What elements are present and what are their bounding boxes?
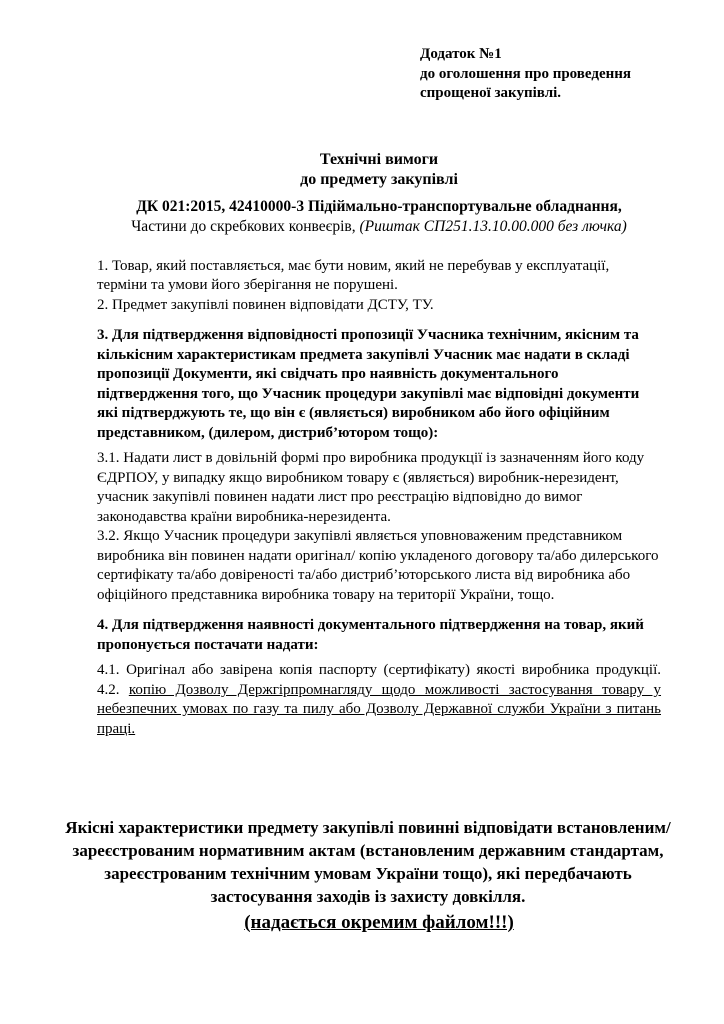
document-title-line-1: Технічні вимоги [319,150,439,168]
subject-detail-line [97,217,661,237]
subject-detail-normal: Частини до скребкових конвеєрів, [131,217,360,235]
dk-code-line: ДК 021:2015, 42410000-3 Підіймально-транспортувальне обладнання, [136,198,622,216]
clause-2: 2. Предмет закупівлі повинен відповідати ДСТУ, ТУ. [97,296,434,313]
separate-file-note: (надається окремим файлом!!!) [244,912,514,933]
document-title-line-2: до предмету закупівлі [300,171,458,189]
clause-3-1: 3.1. Надати лист в довільній формі про виробника продукції із зазначенням його коду ЄДРПОУ, у випадку якщо виробником товару є (являється) виробник-нерезидент, учасник закупівлі повинен надати лист про реєстрацію відповідно до вимог законодавства країни виробника-нерезидента. [97,450,645,525]
clause-3-2: 3.2. Якщо Учасник процедури закупівлі являється уповноваженим представником виробника він повинен надати оригінал/ копію укладеного договору та/або дилерського сертифікату та/або довіреності та/або дистриб’юторського листа від виробника або офіційного представника виробника товару на території України, тощо. [97,528,659,603]
annex-line-3: спрощеної закупівлі. [420,85,562,101]
document-title [97,150,661,192]
annex-header [420,45,661,104]
annex-line-2: до оголошення про проведення [420,65,632,82]
annex-line-1: Додаток №1 [420,46,502,62]
subject-detail-italic: (Риштак СП251.13.10.00.000 без лючка) [359,217,627,235]
clause-4-2-number: 4.2. [97,681,129,698]
procurement-subject [97,197,661,237]
clause-4-2 [97,681,661,740]
clause-4-2-underlined-text: копію Дозволу Держгірпромнагляду щодо можливості застосування товару у небезпечних умовах по газу та пилу або Дозволу Державної служби України з питань праці. [97,681,662,737]
clause-4: 4. Для підтвердження наявності документального підтвердження на товар, який пропонується постачати надати: [97,617,644,653]
clause-4-1: 4.1. Оригінал або завірена копія паспорту (сертифікату) якості виробника продукції. [97,662,661,679]
quality-characteristics-statement: Якісні характеристики предмету закупівлі повинні відповідати встановленим/зареєстрованим нормативним актам (встановленим державним стандартам, зареєстрованим технічним умовам України тощо), які передбачають застосування заходів із захисту довкілля. [65,818,671,907]
clause-3: 3. Для підтвердження відповідності пропозиції Учасника технічним, якісним та кількісним характеристикам предмета закупівлі Учасник має надати в складі пропозиції Документи, які свідчать про наявність документального підтвердження того, що Учасник процедури закупівлі має відповідні документи які підтверджують те, що він є (являється) виробником або його офіційним представником, (дилером, дистриб’ютором тощо): [97,327,640,441]
clause-1: 1. Товар, який поставляється, має бути новим, який не перебував у експлуатації, терміни та умови його зберігання не порушені. [97,257,610,294]
